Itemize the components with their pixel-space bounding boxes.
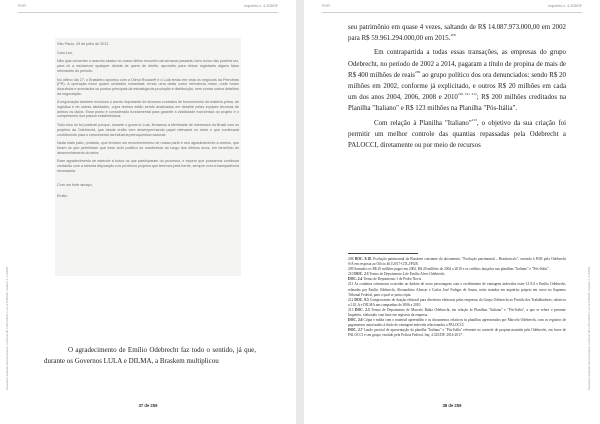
paragraph-text: ; R$ 200 milhões creditados na Planilha "Italiano" e R$ 123 milhões na Planilha "Pós-Itália".: [348, 94, 566, 113]
footnote-ref[interactable]: 210 211 212: [457, 92, 477, 97]
footnote-text: As condutas criminosas ocorridas no âmbito de sexto personagens com o recebimento de vantagens indevidas entre LULA e Emílio Odebrecht, relatadas por Emílio Odebrecht, Alexandrino Alencar e Carlos José Fadigas de Souza, serão tratadas em inquérito próprio em curso no Supremo Tribunal Federal, para o qual se junta cópia.: [348, 282, 566, 297]
footnote-doc-label: DOC. 2.6: [348, 318, 363, 323]
paragraph-text: ao grupo político dos ora denunciados: sendo R$ 20 milhões em 2002, conforme já explicitado, e outros R$ 20 milhões em cada um dos anos 2004, 2006, 2008 e 2010: [348, 71, 566, 102]
scanned-letter: [55, 38, 241, 276]
letter-paragraph: Tudo isso só foi possível porque, durante o governo Lula, firmamos a identidade de interesses do Brasil com os projetos da Odebrecht, que desde então vem desempenhando papel relevante no setor e que continuará contribuindo para o crescimento da indústria petroquímica nacional.: [57, 123, 239, 137]
footnote-doc-label: DOC. 9.5: [354, 297, 369, 302]
body-text: [348, 22, 566, 151]
body-paragraph: [348, 22, 566, 44]
body-text: [44, 345, 256, 368]
header-right: Inquérito n. 4.325/DF: [244, 4, 278, 8]
body-paragraph: [348, 118, 566, 152]
footnote-number: 213: [348, 307, 354, 312]
letter-date: São Paulo, 29 de julho de 2012.: [57, 42, 110, 46]
footnote-ref[interactable]: 213: [471, 117, 477, 122]
footnote-doc-label: DOC. 2.3: [354, 272, 369, 277]
letter-signature: Emílio: [57, 194, 68, 199]
footnote-ref[interactable]: 209: [415, 69, 421, 74]
signature-margin-text: Documento assinado eletronicamente, conforme MP 2.200-2/2001 e Lei 11.419/2006. Inquérito n. 4.325/DF: [6, 266, 9, 390]
footnote-text: Cópia e mídia com o material apreendido e os documentos relativos às planilhas apresentados por Marcelo Odebrecht, com os registros de pagamentos autorizados à título de vantagem indevida relacionados a PALOCCI.: [348, 318, 566, 328]
body-paragraph: [348, 47, 566, 114]
footnote-text: Termo de Depoimento 4 de Emílio Alves Odebrecht.: [369, 272, 446, 277]
letter-paragraph: No último dia 27, o Brasileiro apontou com a Dilma Rousseff e o Lula tendo em vista os negócios da Petrobras (PR). A operação inclui quatro unidades industriais, tendo uma delas como relevância maior, onde foram discutidos e acordados os pontos principais da estratégia da produção e distribuição, sem contar outros detalhes da negociação.: [57, 77, 239, 96]
footnote-text: Comprovantes de doação eleitoral para diretórios eleitorais pelas empresas do Grupo Odebrecht ao Partido dos Trabalhadores, relativos a LULA e DILMA nas campanhas de 2006 a 2010.: [348, 297, 566, 307]
paragraph-text: Em contrapartida a todas essas transações, as empresas do grupo Odebrecht, no período de 2002 a 2014, pagaram a título de propina de mais de R$ 400 milhões de reais: [348, 49, 566, 79]
letter-paragraph: Nada mais justo, portanto, que tenham um reconhecimento de nossa parte e seu agradecimento a ambos, que foram os que permitiram que esse ciclo positivo se mantivesse ao longo dos últimos anos, em benefício do desenvolvimento do setor.: [57, 141, 239, 155]
letter-paragraph: Esse agradecimento se estende a todos os que participaram do processo, e espero que possamos continuar contando com a mesma disposição nos próximos projetos que teremos pela frente, sempre com a transparência necessária.: [57, 159, 239, 173]
page-header: [18, 4, 278, 12]
footnote-number: 209: [348, 267, 354, 272]
letter-paragraph: A negociação também envolveu o acerto importante de diversos contratos de fornecimento de matéria-prima, de logística e de outras atividades, cujos termos estão sendo analisados em detalhe pelas equipes técnicas de ambos os lados. Esse ponto é considerado fundamental para garantir a viabilidade econômica do projeto e o cumprimento dos prazos estabelecidos.: [57, 100, 239, 119]
paragraph-text: seu patrimônio em quase 4 vezes, saltando de R$ 14.087.973.000,00 em 2002 para R$ 59.961.294.000,00 em 2015.: [348, 24, 566, 43]
footnote-doc-label: DOC. 2.5: [354, 307, 370, 312]
signature-margin-text: Documento assinado eletronicamente, conforme MP 2.200-2/2001 e Lei 11.419/2006. Inquérito n. 4.325/DF: [588, 266, 591, 390]
right-page: [304, 0, 600, 424]
footnote-doc-label: DOC. 2.4: [348, 277, 363, 282]
footnote-text: Termo de Depoimento de Marcelo Bahia Odebrecht, em relação às Planilhas "Italiano" e "Pós-Itália", a que se refere o presente Inquérito, elaborado com base em registros da empresa.: [348, 307, 566, 318]
footnote-number: 212: [348, 297, 354, 302]
footnote-ref[interactable]: 208: [450, 33, 456, 38]
letter-paragraph: Não quis comentar o assunto abaixo no nosso último encontro da semana passada, bem como não poderia ser, para vir a esclarecer qualquer dúvida de quem de direito, aproveito para deixar registrado alguns fatos relevantes do período.: [57, 59, 239, 73]
footnote-item: [348, 308, 566, 318]
paragraph-text: Com relação à Planilha "Italiano": [374, 119, 472, 127]
footnote-item: [348, 257, 566, 267]
footnote-number: 211: [348, 282, 354, 287]
footnote-text: Evolução patrimonial da Braskem constante do documento: "Evolução patrimonial – Braskem.xls", enviado à PGR pela Odebrecht S/A em resposta ao Ofício 461/2017-GTLJ/PGR.: [348, 257, 566, 267]
footnote-item: [348, 282, 566, 297]
header-left: PGR: [18, 4, 26, 8]
footnote-divider: [348, 253, 418, 254]
footnote-item: [348, 298, 566, 308]
footnote-text: Somados os R$ 20 milhões pagos em 2002, R$ 20 milhões de 2004 a 2010 e os créditos lançados nas planilhas "Italiano" e "Pós-Itália".: [354, 267, 550, 272]
header-divider: [322, 12, 582, 13]
footnote-doc-label: DOC. 9.18.: [354, 257, 372, 261]
left-page: [0, 0, 296, 424]
paragraph-text: , o objetivo da sua criação foi permitir um melhor controle das quantias repassadas pela Odebrecht a PALOCCI, diretamente ou por meio de recursos: [348, 119, 566, 150]
header-left: PGR: [322, 4, 330, 8]
header-right: Inquérito n. 4.325/DF: [548, 4, 582, 8]
footnote-doc-label: DOC. 2.7: [348, 328, 363, 333]
letter-greeting: Caro Leo,: [57, 50, 73, 55]
footnote-text: Laudo pericial de apresentação da planilha "Italiano" e "Pós-Itália" referente ao controle de propina mantida pela Odebrecht, em favor de PALOCCI e seu grupo, emitido pela Polícia Federal, Inq. 4.325/DF, 2014-2017.: [348, 328, 566, 338]
footnote-number: 210: [348, 272, 354, 277]
page-number: 37 de 259: [138, 403, 158, 408]
header-divider: [18, 12, 278, 13]
footnote-item: [348, 328, 566, 338]
page-number: 38 de 259: [442, 403, 462, 408]
page-header: [322, 4, 582, 12]
body-paragraph: O agradecimento de Emílio Odebrecht faz todo o sentido, já que, durante os Governos LULA e DILMA, a Braskem multiplicou: [44, 346, 256, 366]
footnote-item: [348, 318, 566, 328]
letter-closing: Com um forte abraço,: [57, 183, 93, 188]
footnotes: [348, 257, 566, 339]
footnote-number: 208: [348, 257, 354, 261]
footnote-text: Termo de Depoimento 1 de Pedro Novis.: [363, 277, 423, 282]
